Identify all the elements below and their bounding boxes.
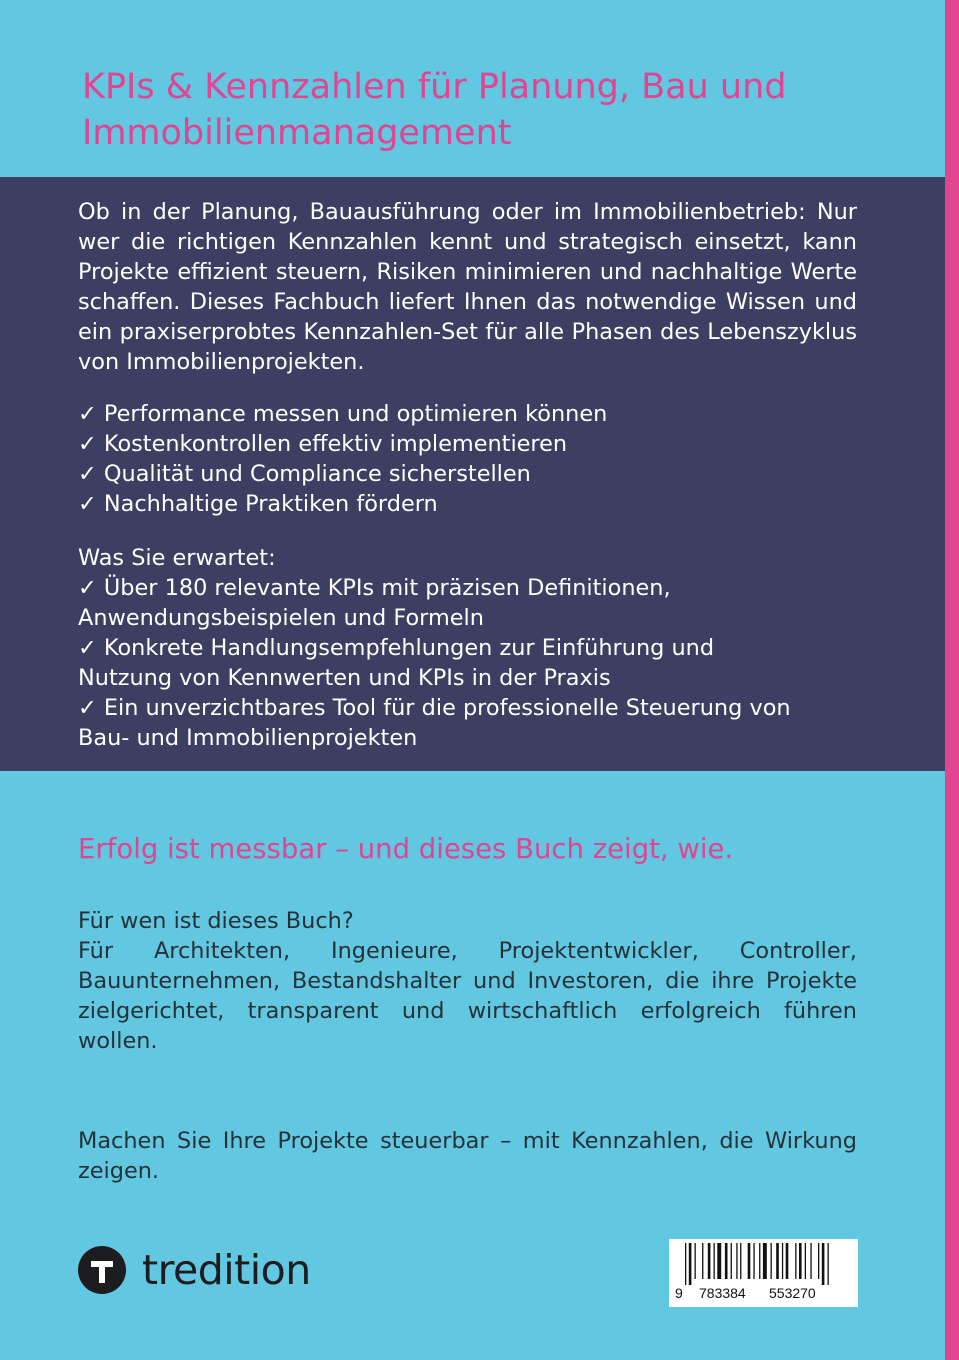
barcode-bar — [786, 1243, 789, 1279]
barcode-bar — [771, 1243, 772, 1279]
barcode-bar — [736, 1243, 737, 1279]
barcode-bar — [748, 1243, 751, 1279]
barcode-bar — [717, 1243, 721, 1279]
isbn-part-1: 9 — [675, 1285, 683, 1301]
barcode-bar — [818, 1243, 819, 1279]
closing-statement: Machen Sie Ihre Projekte steuerbar – mit Kennzahlen, die Wirkung zeigen. — [78, 1128, 857, 1185]
barcode-bar — [759, 1243, 760, 1279]
barcode-bar — [805, 1243, 806, 1279]
isbn-part-3: 553270 — [769, 1285, 816, 1301]
expect-item: ✓ Konkrete Handlungsempfehlungen zur Einführung und Nutzung von Kennwerten und KPIs in der Praxis — [78, 635, 715, 691]
benefit-item: ✓ Performance messen und optimieren können — [78, 401, 608, 427]
barcode-bar — [714, 1243, 715, 1279]
barcode-bar — [695, 1243, 696, 1279]
barcode-bar — [795, 1243, 796, 1279]
barcode-bar — [740, 1243, 741, 1279]
barcode-bar — [725, 1243, 728, 1279]
benefit-item: ✓ Kostenkontrollen effektiv implementieren — [78, 431, 568, 457]
expect-item: ✓ Über 180 relevante KPIs mit präzisen Definitionen, Anwendungsbeispielen und Formeln — [78, 575, 671, 631]
t-letter-circle-icon — [78, 1246, 126, 1294]
barcode-bar — [731, 1243, 732, 1279]
expect-list — [78, 573, 857, 753]
barcode-bar — [782, 1243, 783, 1279]
benefit-item: ✓ Qualität und Compliance sicherstellen — [78, 461, 531, 487]
spine-strip — [945, 0, 959, 1360]
audience-answer: Für Architekten, Ingenieure, Projektentwickler, Controller, Bauunternehmen, Bestandshalter und Investoren, die ihre Projekte zielgerichtet, transparent und wirtschaftlich erfolgreich führen wollen. — [78, 938, 857, 1054]
expect-item: ✓ Ein unverzichtbares Tool für die professionelle Steuerung von Bau- und Immobilienprojekten — [78, 695, 791, 751]
audience-section — [78, 906, 857, 1056]
audience-question: Für wen ist dieses Buch? — [78, 908, 354, 934]
barcode-bar — [776, 1243, 779, 1279]
isbn-part-2: 783384 — [699, 1285, 746, 1301]
isbn-barcode — [669, 1239, 858, 1307]
book-title-line-2: Immobilienmanagement — [82, 113, 512, 153]
barcode-bar — [685, 1243, 686, 1285]
description-content — [78, 197, 857, 753]
description-panel — [0, 177, 945, 771]
barcode-bar — [708, 1243, 711, 1279]
barcode-bar — [702, 1243, 703, 1279]
book-title — [82, 64, 882, 156]
intro-paragraph: Ob in der Planung, Bauausführung oder im Immobilienbetrieb: Nur wer die richtigen Kennzahlen kennt und strategisch einsetzt, kann Projekte effizient steuern, Risiken minimieren und nachhaltige Werte schaffen. Dieses Fachbuch liefert Ihnen das notwendige Wissen und ein praxiserprobtes Kennzahlen-Set für alle Phasen des Lebenszyklus von Immobilienprojekten. — [78, 199, 857, 375]
tagline: Erfolg ist messbar – und dieses Buch zeigt, wie. — [78, 833, 734, 865]
barcode-bar — [799, 1243, 802, 1279]
benefits-list — [78, 399, 857, 519]
barcode-bar — [763, 1243, 767, 1279]
book-title-line-1: KPIs & Kennzahlen für Planung, Bau und — [82, 67, 787, 107]
expect-heading: Was Sie erwartet: — [78, 545, 276, 571]
barcode-bar — [822, 1243, 825, 1285]
barcode-bar — [689, 1243, 692, 1285]
barcode-bar — [810, 1243, 811, 1279]
publisher-logo — [78, 1242, 311, 1298]
barcode-bar — [828, 1243, 829, 1285]
barcode-bar — [753, 1243, 754, 1279]
barcode-bars — [669, 1239, 858, 1287]
publisher-name: tredition — [142, 1246, 311, 1294]
benefit-item: ✓ Nachhaltige Praktiken fördern — [78, 491, 438, 517]
